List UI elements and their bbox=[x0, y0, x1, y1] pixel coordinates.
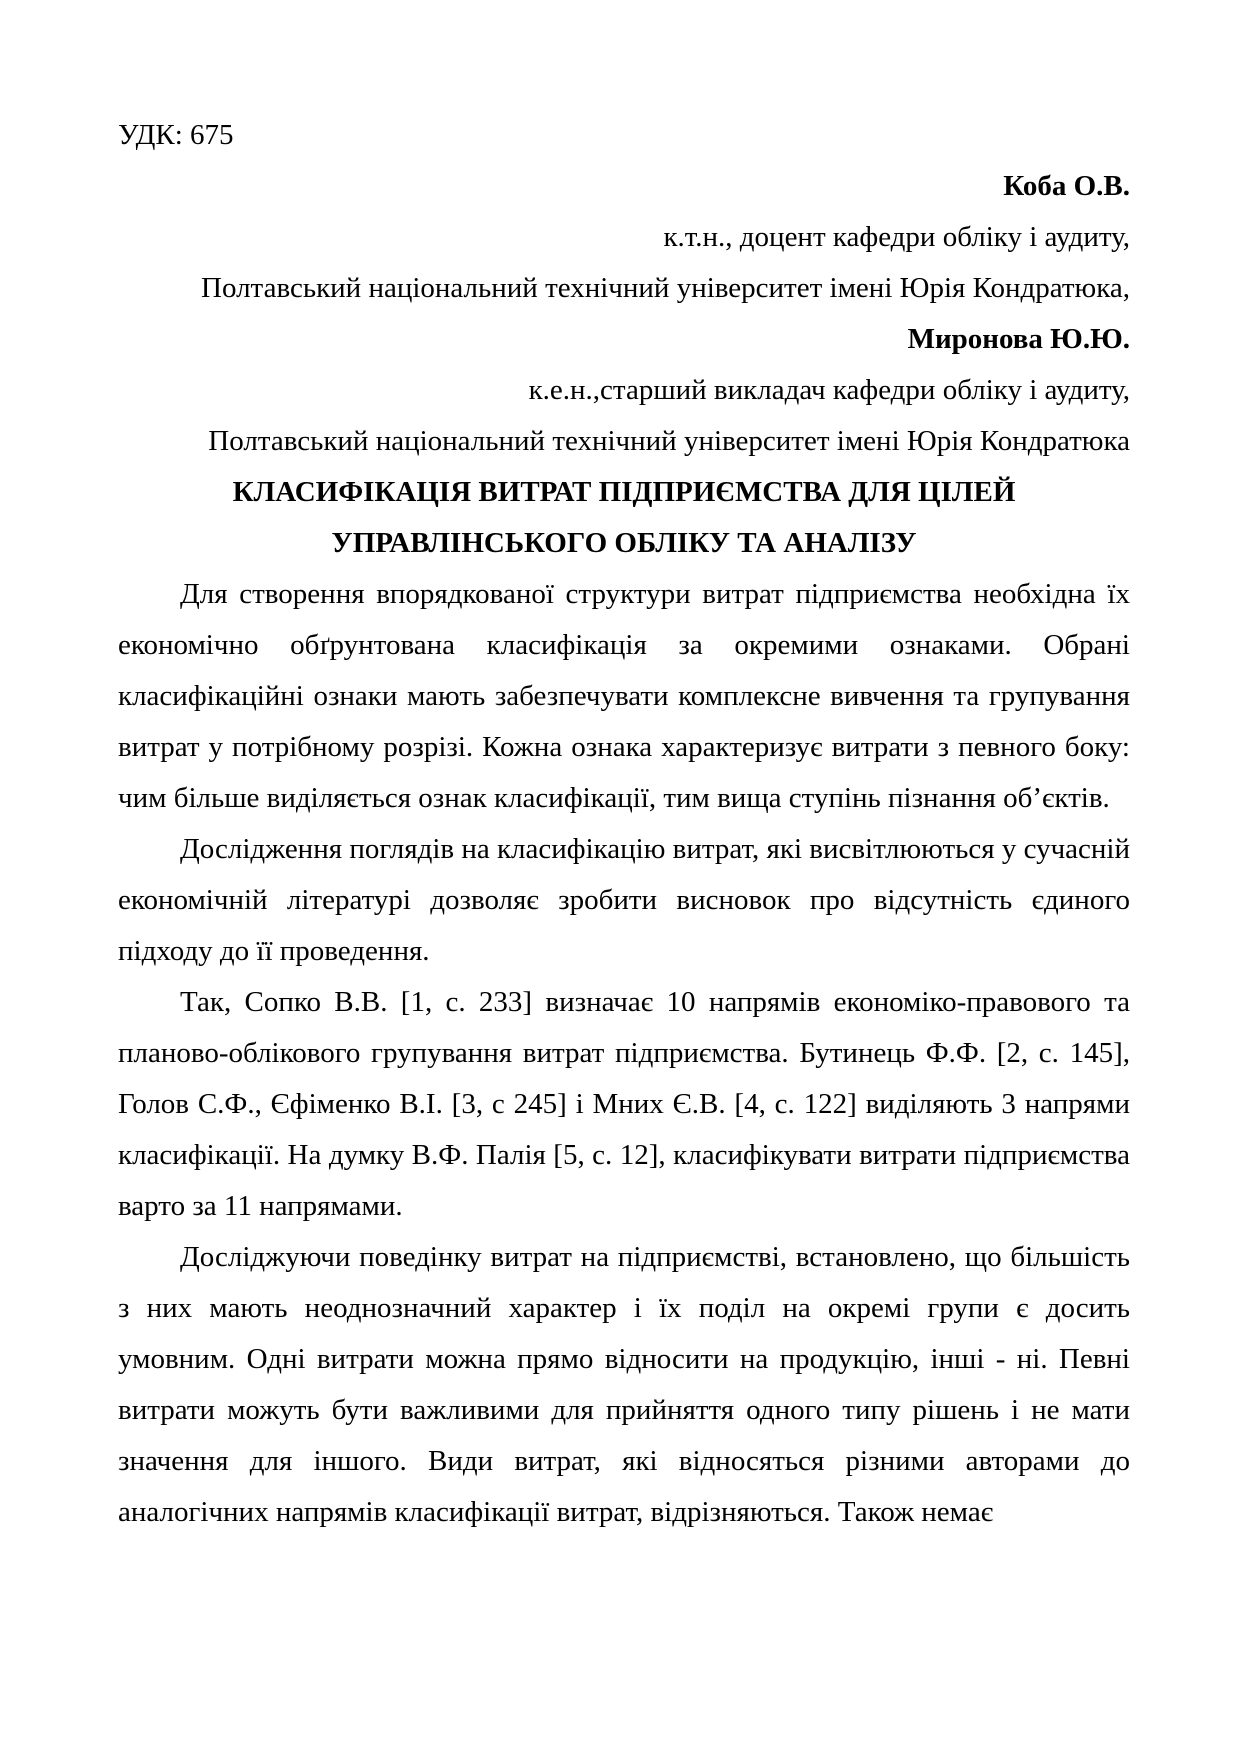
article-title bbox=[118, 467, 1130, 569]
paragraph-4: Досліджуючи поведінку витрат на підприємстві, встановлено, що більшість з них мають неоднозначний характер і їх поділ на окремі групи є досить умовним. Одні витрати можна прямо відносити на продукцію, інші - ні. Певні витрати можуть бути важливими для прийняття одного типу рішень і не мати значення для іншого. Види витрат, які відносяться різними авторами до аналогічних напрямів класифікації витрат, відрізняються. Також немає bbox=[118, 1241, 1130, 1528]
paragraph-2: Дослідження поглядів на класифікацію витрат, які висвітлюються у сучасній економічній літературі дозволяє зробити висновок про відсутність єдиного підходу до її проведення. bbox=[118, 833, 1130, 967]
author-2-position: к.е.н.,старший викладач кафедри обліку і аудиту, bbox=[528, 374, 1130, 406]
author-1-name: Коба О.В. bbox=[1003, 170, 1130, 202]
author-1-affiliation: Полтавський національний технічний університет імені Юрія Кондратюка, bbox=[201, 272, 1130, 304]
author-2-name: Миронова Ю.Ю. bbox=[907, 323, 1130, 355]
page-content bbox=[118, 110, 1130, 1538]
udc-code: УДК: 675 bbox=[118, 119, 234, 151]
author-block bbox=[118, 161, 1130, 467]
author-2-affiliation: Полтавський національний технічний університет імені Юрія Кондратюка bbox=[208, 425, 1130, 457]
paragraph-1: Для створення впорядкованої структури витрат підприємства необхідна їх економічно обґрунтована класифікація за окремими ознаками. Обрані класифікаційні ознаки мають забезпечувати комплексне вивчення та групування витрат у потрібному розрізі. Кожна ознака характеризує витрати з певного боку: чим більше виділяється ознак класифікації, тим вища ступінь пізнання об’єктів. bbox=[118, 578, 1130, 814]
author-1-position: к.т.н., доцент кафедри обліку і аудиту, bbox=[663, 221, 1130, 253]
article-title-line-1: КЛАСИФІКАЦІЯ ВИТРАТ ПІДПРИЄМСТВА ДЛЯ ЦІЛЕЙ bbox=[232, 476, 1016, 508]
article-title-line-2: УПРАВЛІНСЬКОГО ОБЛІКУ ТА АНАЛІЗУ bbox=[331, 527, 917, 559]
paragraph-3: Так, Сопко В.В. [1, с. 233] визначає 10 напрямів економіко-правового та планово-облікового групування витрат підприємства. Бутинець Ф.Ф. [2, с. 145], Голов С.Ф., Єфіменко В.І. [3, с 245] і Мних Є.В. [4, с. 122] виділяють 3 напрями класифікації. На думку В.Ф. Палія [5, с. 12], класифікувати витрати підприємства варто за 11 напрямами. bbox=[118, 986, 1130, 1222]
